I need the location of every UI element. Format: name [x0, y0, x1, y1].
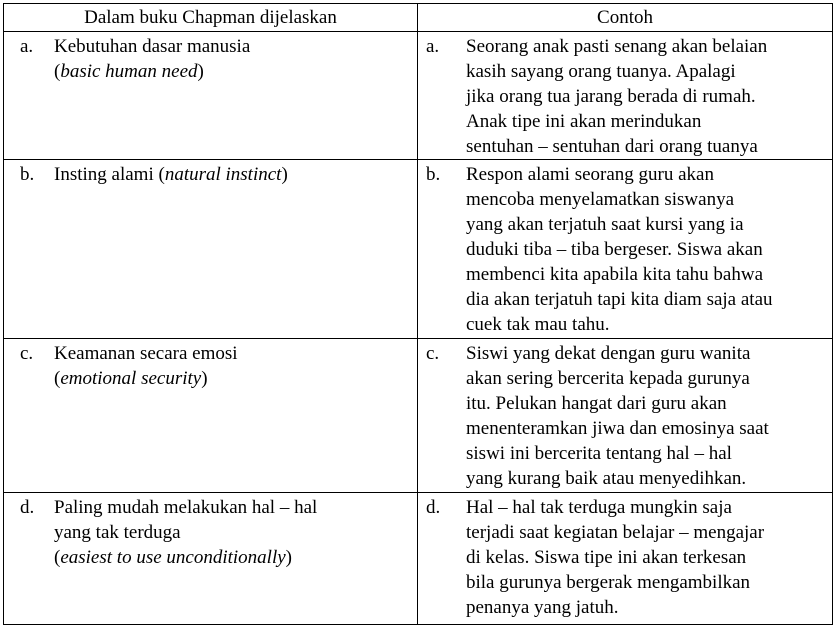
chapman-line [54, 59, 413, 84]
example-cell [418, 32, 833, 160]
english-term: natural instinct [164, 164, 282, 185]
example-line: Seorang anak pasti senang akan belaian [466, 36, 768, 57]
chapman-term: Insting alami ( [54, 164, 165, 185]
item-letter: c. [426, 343, 440, 364]
chapman-line [54, 366, 413, 391]
header-contoh: Contoh [418, 4, 833, 32]
example-line: itu. Pelukan hangat dari guru akan [466, 393, 727, 414]
english-term: easiest to use unconditionally [60, 547, 286, 568]
comparison-table [3, 3, 833, 625]
example-line: membenci kita apabila kita tahu bahwa [466, 264, 764, 285]
item-letter: c. [20, 343, 34, 364]
example-cell [418, 160, 833, 339]
example-line: mencoba menyelamatkan siswanya [466, 189, 735, 210]
example-line: duduki tiba – tiba bergeser. Siswa akan [466, 239, 763, 260]
table-row [4, 32, 833, 160]
paren-open: ( [54, 547, 61, 568]
item-letter: a. [426, 36, 440, 57]
item-letter: d. [426, 497, 441, 518]
example-cell [418, 493, 833, 625]
example-line: bila gurunya bergerak mengambilkan [466, 572, 751, 593]
chapman-line: Keamanan secara emosi [54, 343, 238, 364]
chapman-line: Paling mudah melakukan hal – hal [54, 497, 318, 518]
item-letter: a. [20, 36, 34, 57]
paren-open: ( [54, 61, 61, 82]
chapman-text [54, 34, 417, 84]
table-row [4, 160, 833, 339]
chapman-line [54, 162, 413, 187]
item-letter: b. [426, 164, 441, 185]
example-text [466, 162, 832, 337]
english-term: emotional security [60, 368, 202, 389]
chapman-cell [4, 32, 418, 160]
example-line: siswi ini bercerita tentang hal – hal [466, 443, 732, 464]
example-line: terjadi saat kegiatan belajar – mengajar [466, 522, 765, 543]
table-row [4, 493, 833, 625]
example-text [466, 34, 832, 159]
example-line: jika orang tua jarang berada di rumah. [466, 86, 756, 107]
chapman-text [54, 162, 417, 187]
item-letter: d. [20, 497, 35, 518]
example-line: yang kurang baik atau menyedihkan. [466, 468, 747, 489]
example-line: penanya yang jatuh. [466, 597, 619, 618]
paren-close: ) [197, 61, 204, 82]
chapman-text [54, 495, 417, 570]
example-line: Respon alami seorang guru akan [466, 164, 714, 185]
example-line: Anak tipe ini akan merindukan [466, 111, 702, 132]
table-row [4, 339, 833, 493]
example-line: dia akan terjatuh tapi kita diam saja atau [466, 289, 773, 310]
english-term: basic human need [60, 61, 198, 82]
paren-close: ) [201, 368, 208, 389]
example-line: menenteramkan jiwa dan emosinya saat [466, 418, 769, 439]
example-text [466, 341, 832, 491]
example-line: cuek tak mau tahu. [466, 314, 610, 335]
chapman-cell [4, 160, 418, 339]
example-line: sentuhan – sentuhan dari orang tuanya [466, 136, 758, 157]
item-letter: b. [20, 164, 35, 185]
example-line: yang akan terjatuh saat kursi yang ia [466, 214, 744, 235]
chapman-cell [4, 339, 418, 493]
chapman-cell [4, 493, 418, 625]
example-text [466, 495, 832, 620]
header-chapman: Dalam buku Chapman dijelaskan [4, 4, 418, 32]
example-line: kasih sayang orang tuanya. Apalagi [466, 61, 736, 82]
paren-close: ) [281, 164, 288, 185]
paren-close: ) [285, 547, 292, 568]
chapman-line [54, 545, 413, 570]
paren-open: ( [54, 368, 61, 389]
example-line: di kelas. Siswa tipe ini akan terkesan [466, 547, 747, 568]
chapman-text [54, 341, 417, 391]
table-header-row [4, 4, 833, 32]
chapman-line: Kebutuhan dasar manusia [54, 36, 251, 57]
example-line: akan sering bercerita kepada gurunya [466, 368, 750, 389]
chapman-line: yang tak terduga [54, 522, 181, 543]
example-line: Hal – hal tak terduga mungkin saja [466, 497, 732, 518]
example-cell [418, 339, 833, 493]
example-line: Siswi yang dekat dengan guru wanita [466, 343, 751, 364]
